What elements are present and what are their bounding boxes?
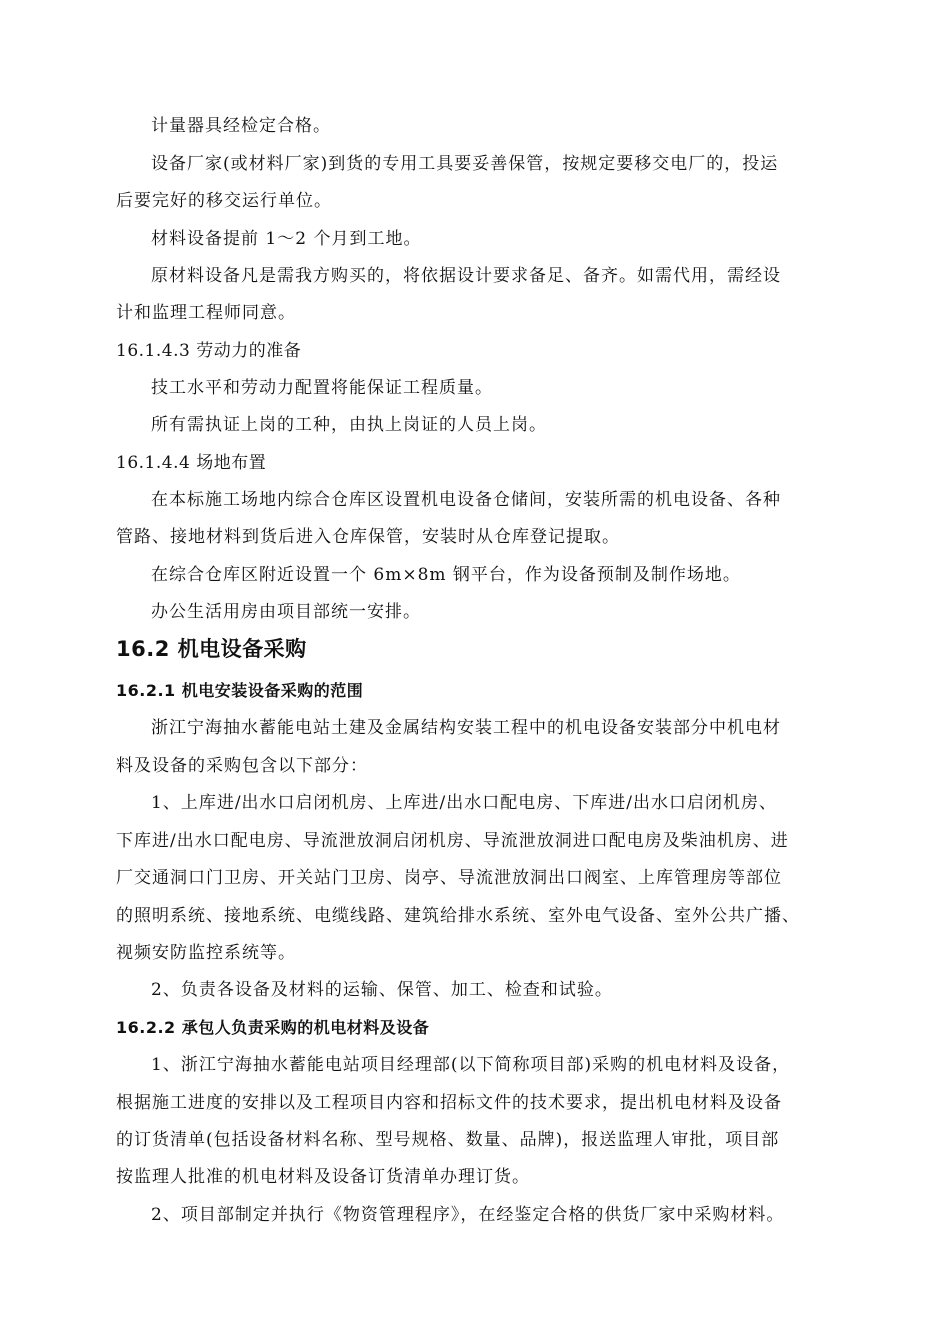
paragraph-line: 根据施工进度的安排以及工程项目内容和招标文件的技术要求，提出机电材料及设备 [116,1093,782,1113]
section-heading-16-2-1: 16.2.1 机电安装设备采购的范围 [116,681,364,700]
paragraph-line: 原材料设备凡是需我方购买的，将依据设计要求备足、备齐。如需代用，需经设 [151,266,781,286]
paragraph-line: 在本标施工场地内综合仓库区设置机电设备仓储间，安装所需的机电设备、各种 [151,490,781,510]
paragraph-line: 厂交通洞口门卫房、开关站门卫房、岗亭、导流泄放洞出口阀室、上库管理房等部位 [116,868,782,888]
paragraph-line: 2、项目部制定并执行《物资管理程序》，在经鉴定合格的供货厂家中采购材料。 [151,1205,785,1225]
paragraph-line: 1、浙江宁海抽水蓄能电站项目经理部(以下简称项目部)采购的机电材料及设备， [151,1055,791,1075]
section-heading-16-1-4-4: 16.1.4.4 场地布置 [116,453,267,473]
section-heading-16-2: 16.2 机电设备采购 [116,637,307,661]
paragraph-line: 在综合仓库区附近设置一个 6m×8m 钢平台，作为设备预制及制作场地。 [151,565,741,585]
paragraph-line: 的照明系统、接地系统、电缆线路、建筑给排水系统、室外电气设备、室外公共广播、 [116,906,800,926]
paragraph-line: 2、负责各设备及材料的运输、保管、加工、检查和试验。 [151,980,613,1000]
paragraph-line: 浙江宁海抽水蓄能电站土建及金属结构安装工程中的机电设备安装部分中机电材 [151,718,781,738]
paragraph-line: 后要完好的移交运行单位。 [116,191,332,211]
section-heading-16-2-2: 16.2.2 承包人负责采购的机电材料及设备 [116,1018,430,1037]
paragraph-line: 管路、接地材料到货后进入仓库保管，安装时从仓库登记提取。 [116,527,620,547]
paragraph-line: 按监理人批准的机电材料及设备订货清单办理订货。 [116,1167,530,1187]
paragraph-line: 技工水平和劳动力配置将能保证工程质量。 [151,378,493,398]
paragraph-line: 计和监理工程师同意。 [116,303,296,323]
paragraph-line: 所有需执证上岗的工种，由执上岗证的人员上岗。 [151,415,547,435]
paragraph-line: 的订货清单(包括设备材料名称、型号规格、数量、品牌)，报送监理人审批，项目部 [116,1130,780,1150]
paragraph-line: 设备厂家(或材料厂家)到货的专用工具要妥善保管，按规定要移交电厂的，投运 [151,154,779,174]
paragraph-line: 下库进/出水口配电房、导流泄放洞启闭机房、导流泄放洞进口配电房及柴油机房、进 [116,831,789,851]
paragraph-line: 视频安防监控系统等。 [116,943,296,963]
paragraph-line: 办公生活用房由项目部统一安排。 [151,602,421,622]
paragraph-line: 1、上库进/出水口启闭机房、上库进/出水口配电房、下库进/出水口启闭机房、 [151,793,777,813]
paragraph-line: 料及设备的采购包含以下部分： [116,756,368,776]
paragraph-line: 计量器具经检定合格。 [151,116,331,136]
section-heading-16-1-4-3: 16.1.4.3 劳动力的准备 [116,341,302,361]
paragraph-line: 材料设备提前 1～2 个月到工地。 [151,229,422,249]
